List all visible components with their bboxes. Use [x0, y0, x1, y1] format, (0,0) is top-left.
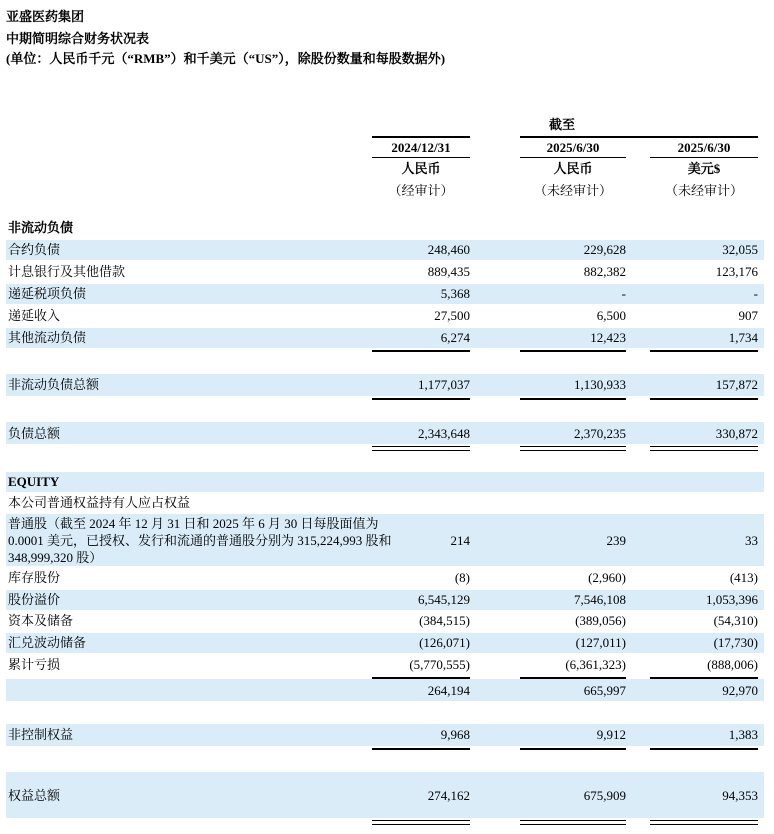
- statement-title: 中期简明综合财务状况表: [6, 31, 150, 46]
- cell-value: -: [621, 286, 626, 301]
- cell-value: 274,162: [427, 788, 470, 803]
- col2-audit: （未经审计）: [533, 183, 612, 198]
- row-label: 累计亏损: [8, 657, 61, 672]
- cell-value: 248,460: [427, 242, 470, 257]
- cell-value: (2,960): [588, 570, 626, 585]
- subtotal-rule: [520, 350, 626, 352]
- col1-date-rule: [372, 157, 470, 158]
- col3-date-rule: [650, 157, 758, 158]
- double-rule: [520, 820, 626, 825]
- row-label: 汇兑波动储备: [8, 635, 87, 650]
- company-name: 亚盛医药集团: [6, 9, 85, 24]
- subtotal-rule: [520, 748, 626, 750]
- cell-value: 6,274: [440, 330, 470, 345]
- cell-value: 665,997: [583, 683, 626, 698]
- row-label: 资本及储备: [8, 613, 74, 628]
- cell-value: 229,628: [583, 242, 626, 257]
- row-label: 其他流动负债: [8, 330, 87, 345]
- cell-value: 2,343,648: [418, 426, 470, 441]
- cell-value: 1,053,396: [706, 592, 758, 607]
- cell-value: (54,310): [713, 613, 758, 628]
- row-band: [6, 240, 764, 260]
- cell-value: (126,071): [419, 635, 470, 650]
- row-band: [6, 633, 764, 653]
- cell-value: 7,546,108: [574, 592, 626, 607]
- subtotal-rule: [650, 350, 758, 352]
- cell-value: 264,194: [427, 683, 470, 698]
- row-label: 递延收入: [8, 308, 61, 323]
- cell-value: (6,361,323): [565, 657, 626, 672]
- cell-value: 9,968: [440, 727, 470, 742]
- cell-value: 32,055: [722, 242, 758, 257]
- row-label: 递延税项负债: [8, 286, 87, 301]
- cell-value: 1,130,933: [574, 377, 626, 392]
- row-band: [6, 679, 764, 701]
- col1-currency: 人民币: [401, 161, 441, 176]
- cell-value: (127,011): [575, 635, 626, 650]
- cell-value: 9,912: [596, 727, 626, 742]
- cell-value: 5,368: [440, 286, 470, 301]
- cell-value: 882,382: [583, 264, 626, 279]
- row-band: [6, 590, 764, 610]
- total-rule: [520, 398, 626, 400]
- row-label: 非控制权益: [8, 727, 74, 742]
- col3-currency: 美元$: [687, 161, 721, 176]
- row-band: [6, 284, 764, 304]
- row-band: [6, 422, 764, 444]
- cell-value: 1,177,037: [418, 377, 470, 392]
- row-band: [6, 328, 764, 348]
- row-band: [6, 472, 764, 492]
- cell-value: 1,734: [728, 330, 758, 345]
- unit-note: (单位：人民币千元（“RMB”）和千美元（“US”），除股份数量和每股数据外): [6, 51, 446, 66]
- cell-value: (389,056): [575, 613, 626, 628]
- cell-value: 6,545,129: [418, 592, 470, 607]
- cell-value: (413): [729, 570, 758, 585]
- row-band: [6, 772, 764, 818]
- cell-value: -: [753, 286, 758, 301]
- row-label: 合约负债: [8, 242, 61, 257]
- double-rule: [650, 446, 758, 451]
- row-label: 普通股（截至 2024 年 12 月 31 日和 2025 年 6 月 30 日每股面值为 0.0001 美元，已授权、发行和流通的普通股分别为 315,224,993 股和 348,999,320 股）: [8, 516, 392, 565]
- row-label: 库存股份: [8, 570, 61, 585]
- section-equity: EQUITY: [8, 474, 60, 489]
- section-noncurrent-liabilities: 非流动负债: [8, 220, 74, 235]
- cell-value: (8): [454, 570, 470, 585]
- cell-value: (5,770,555): [409, 657, 470, 672]
- row-label: 股份溢价: [8, 592, 61, 607]
- col1-date: 2024/12/31: [391, 140, 451, 155]
- col1-audit: （经审计）: [388, 183, 454, 198]
- cell-value: 675,909: [583, 788, 626, 803]
- row-label: 权益总额: [8, 788, 61, 803]
- cell-value: 33: [745, 533, 758, 548]
- cell-value: (384,515): [419, 613, 470, 628]
- cell-value: 330,872: [715, 426, 758, 441]
- double-rule: [520, 446, 626, 451]
- double-rule: [372, 820, 470, 825]
- section-equity-attributable: 本公司普通权益持有人应占权益: [8, 495, 191, 510]
- col2-date: 2025/6/30: [546, 140, 600, 155]
- col1-top-rule: [372, 136, 470, 138]
- cell-value: 123,176: [715, 264, 758, 279]
- cell-value: (17,730): [713, 635, 758, 650]
- cell-value: 94,353: [722, 788, 758, 803]
- subtotal-rule: [372, 350, 470, 352]
- row-band: [6, 724, 764, 746]
- cell-value: 27,500: [434, 308, 470, 323]
- col3-audit: （未经审计）: [664, 183, 743, 198]
- total-rule: [650, 398, 758, 400]
- row-band: [6, 374, 764, 396]
- cell-value: 1,383: [728, 727, 758, 742]
- total-rule: [372, 398, 470, 400]
- cell-value: 157,872: [715, 377, 758, 392]
- col2-currency: 人民币: [553, 161, 593, 176]
- as-at-rule: [520, 136, 758, 138]
- double-rule: [650, 820, 758, 825]
- row-label: 负债总额: [8, 426, 61, 441]
- cell-value: 214: [450, 533, 470, 548]
- cell-value: (888,006): [707, 657, 758, 672]
- as-at-heading: 截至: [548, 117, 575, 132]
- row-label: 非流动负债总额: [8, 377, 100, 392]
- cell-value: 907: [738, 308, 758, 323]
- row-label: 计息银行及其他借款: [8, 264, 126, 279]
- col3-date: 2025/6/30: [677, 140, 731, 155]
- subtotal-rule: [372, 748, 470, 750]
- cell-value: 239: [606, 533, 626, 548]
- col2-date-rule: [520, 157, 626, 158]
- cell-value: 12,423: [590, 330, 626, 345]
- cell-value: 92,970: [722, 683, 758, 698]
- cell-value: 6,500: [596, 308, 626, 323]
- cell-value: 2,370,235: [574, 426, 626, 441]
- double-rule: [372, 446, 470, 451]
- cell-value: 889,435: [427, 264, 470, 279]
- subtotal-rule: [650, 748, 758, 750]
